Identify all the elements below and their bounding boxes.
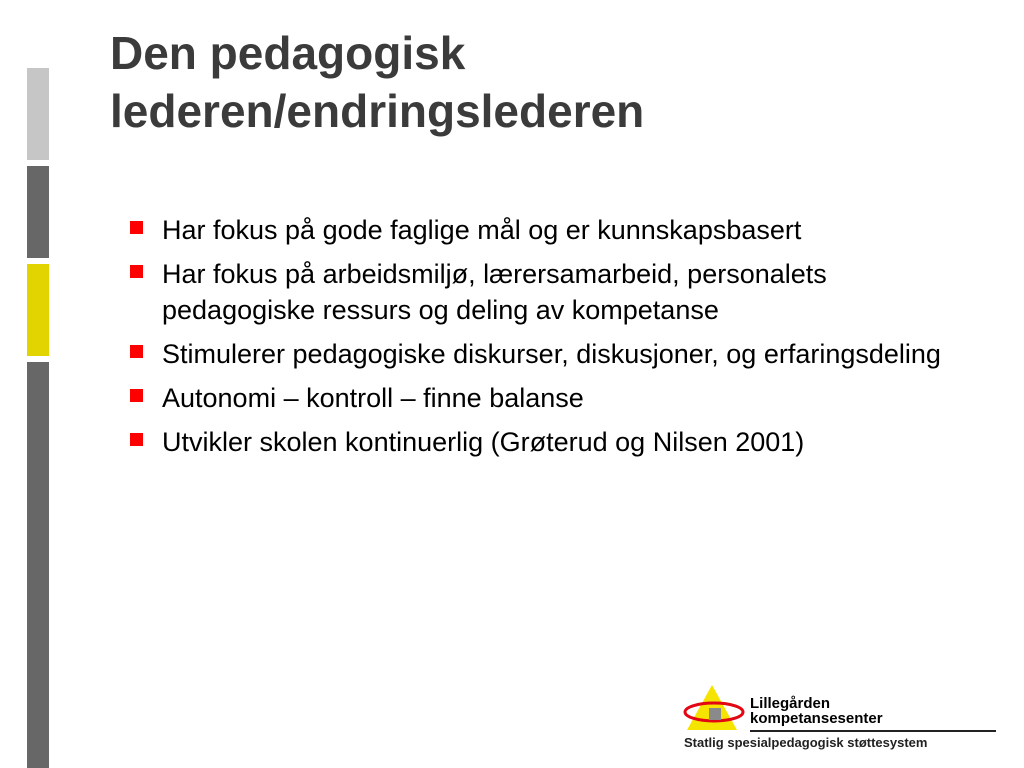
bullet-text: Utvikler skolen kontinuerlig (Grøterud og Nilsen 2001)	[162, 427, 805, 457]
slide-title	[110, 24, 990, 140]
red-square-bullet-icon	[130, 345, 143, 358]
bullet-text: Autonomi – kontroll – finne balanse	[162, 383, 584, 413]
logo-tagline: Statlig spesialpedagogisk støttesystem	[684, 735, 928, 750]
side-bar-dark-gray	[27, 166, 49, 258]
bullet-text: Stimulerer pedagogiske diskurser, diskusjoner, og erfaringsdeling	[162, 339, 941, 369]
bullet-item	[128, 380, 968, 416]
title-line-2: lederen/endringslederen	[110, 85, 645, 137]
logo-divider	[750, 730, 996, 732]
red-square-bullet-icon	[130, 389, 143, 402]
red-square-bullet-icon	[130, 265, 143, 278]
logo-name	[750, 696, 883, 726]
bullet-item	[128, 212, 968, 248]
bullet-text: Har fokus på arbeidsmiljø, lærersamarbeid, personalets pedagogiske ressurs og deling av kompetanse	[162, 259, 827, 325]
side-bar-dark-gray-bottom	[27, 362, 49, 768]
side-bar-light-gray	[27, 68, 49, 160]
bullet-list	[128, 212, 968, 468]
red-square-bullet-icon	[130, 433, 143, 446]
logo-name-line-1: Lillegården	[750, 695, 831, 712]
red-square-bullet-icon	[130, 221, 143, 234]
side-bar-yellow	[27, 264, 49, 356]
bullet-item	[128, 256, 968, 328]
bullet-item	[128, 424, 968, 460]
lillegarden-logo-icon	[680, 684, 750, 732]
lillegarden-logo	[676, 684, 1000, 756]
title-line-1: Den pedagogisk	[110, 27, 466, 79]
bullet-text: Har fokus på gode faglige mål og er kunnskapsbasert	[162, 215, 802, 245]
bullet-item	[128, 336, 968, 372]
logo-name-line-2: kompetansesenter	[750, 710, 883, 727]
